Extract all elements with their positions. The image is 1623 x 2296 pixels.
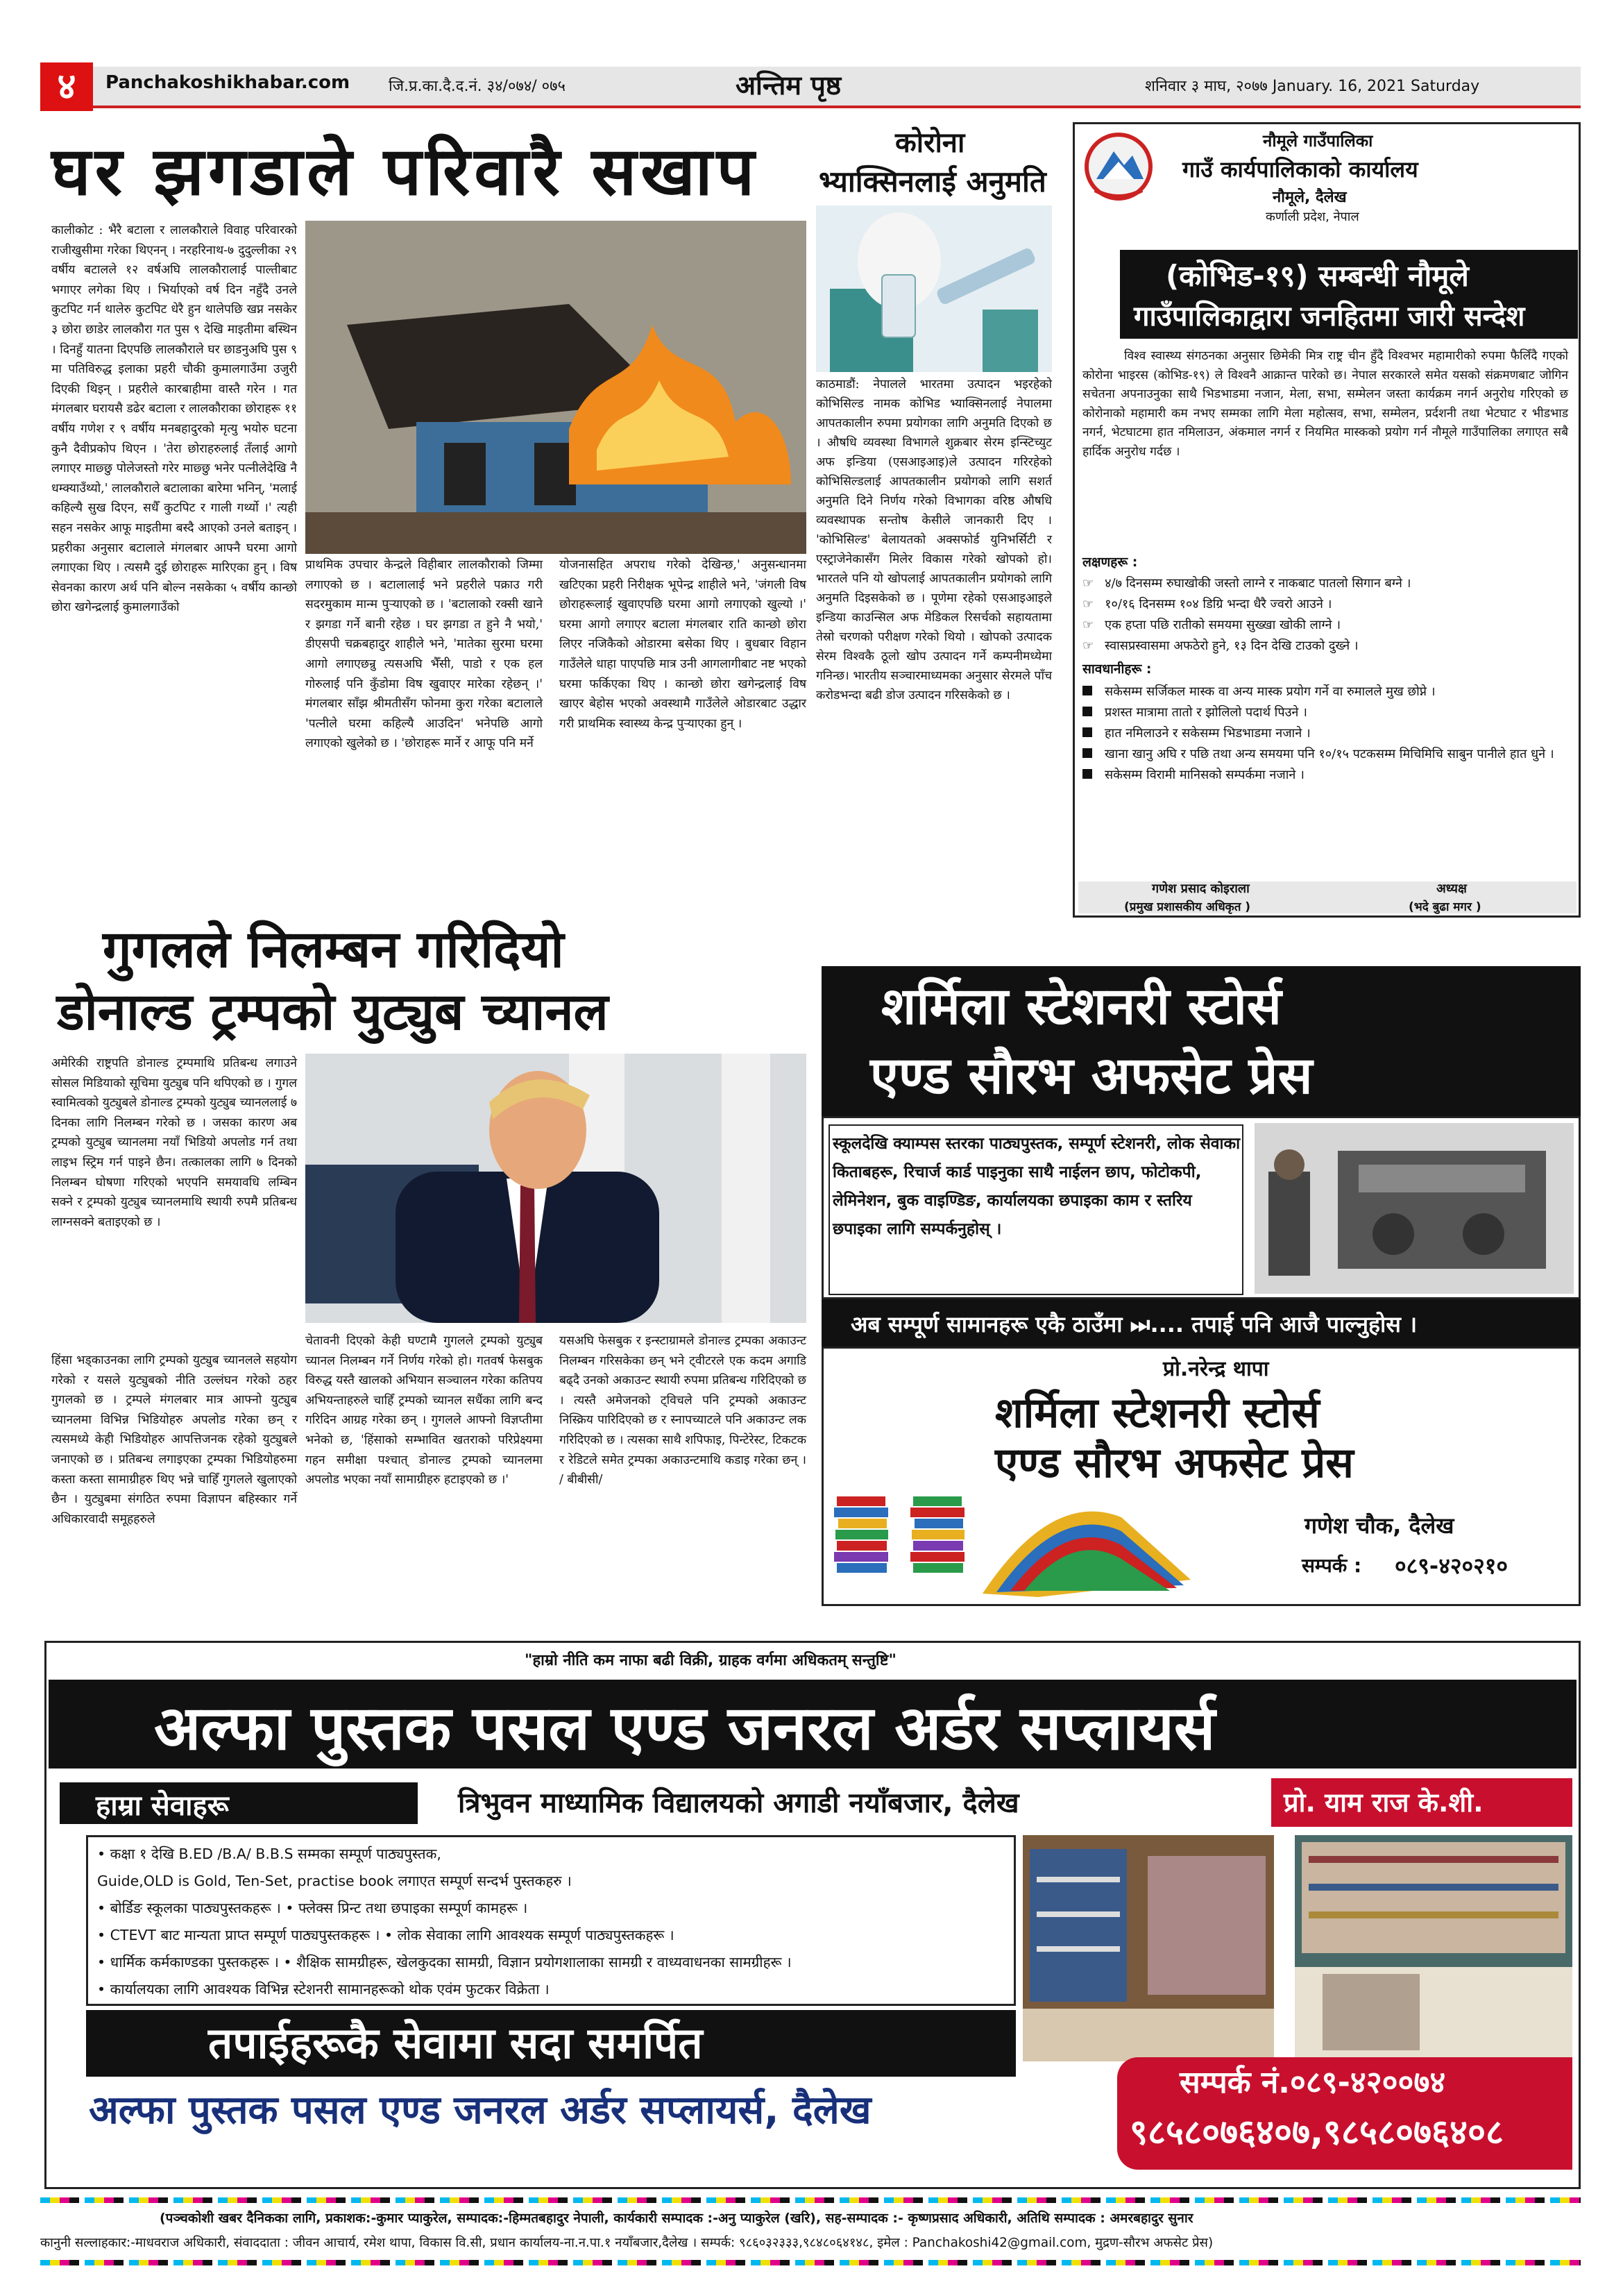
signatory2-name: अध्यक्ष — [1436, 881, 1467, 896]
bullet-square-icon — [1082, 686, 1092, 695]
bookstore-slogan: तपाईहरूकै सेवामा सदा समर्पित — [208, 2018, 703, 2068]
story1-column-3: योजनासहित अपराध गरेको देखिन्छ,' अनुसन्धानमा खटिएका प्रहरी निरीक्षक भूपेन्द्र शाहीले भने, 'जंगली विष छोराहरूलाई खुवाएपछि घरमा आगो लगाएको खुल्यो ।' घरमा आगो लगाएर बटाला मंगलबार राति कान्छो छोरा लिएर नजिकैको ओडारमा बसेका थिए । बुधबार विहान गाउँलेले धाहा पाएपछि मात्र उनी आगलागीबाट नष्ट भएको घरमा फर्किएका थिए । कान्छो छोरा खगेन्द्रलाई विष खाएर बेहोस भएको अवस्थामै गाउँलेले ओडारबाट उद्धार गरी प्राथमिक स्वास्थ्य केन्द्र पुऱ्याएका हुन् । — [559, 558, 806, 731]
notice-intro: विश्व स्वास्थ्य संगठनका अनुसार छिमेकी मित्र राष्ट्र चीन हुँदै विश्वभर महामारीको रुपमा फैलिँदै गएको कोरोना भाइरस (कोभिड-१९) ले विश्वनै आक्रान्त पारेको छ। नेपाल सरकारले समेत यसको संक्रमणबाट जोगिन सचेतना अपनाउनुका साथै भिडभाडमा नजान, मेला, सभा, सम्मेलन जस्ता कार्यक्रम नगर्न अनुरोध गरिएको छ कोरोनाको महामारी कम नभए सम्मका लागि मेला महोत्सव, सभा, सम्मेलन, प्रर्दशनी तथा भेटघाट र भीडभाड नगर्न, भेटघाटमा हात नमिलाउन, अंकमाल नगर्न र नियमित मास्कको प्रयोग गर्न नौमूले गाउँपालिका लगाएत सबै हार्दिक अनुरोध गर्दछ । — [1082, 349, 1568, 459]
story2-headline[interactable]: भ्याक्सिनलाई अनुमति — [819, 164, 1046, 199]
stationery-ad-address: गणेश चौक, दैलेख — [1305, 1512, 1454, 1539]
bookstore-contact1[interactable]: सम्पर्क नं.०८९-४२००७४ — [1180, 2065, 1446, 2100]
list-item: ☞ एक हप्ता पछि रातीको समयमा सुख्खा खोकी लाग्ने । — [1082, 618, 1341, 632]
symptoms-list — [1082, 573, 1575, 657]
services-list — [97, 1841, 1013, 2003]
stationery-ad-name1: शर्मिला स्टेशनरी स्टोर्स — [995, 1389, 1320, 1437]
color-registration-bar — [40, 2197, 1581, 2203]
story3-column-1-bottom: हिंसा भड्काउनका लागि ट्रम्पको युट्युब च्यानलले सहयोग गरेको र यसले युट्युबको नीति उल्लंघन गरेको ठहर गुगलको छ । ट्रम्पले मंगलबार मात्र आफ्नो युट्युब च्यानलमा विभिन्न भिडियोहरु अपलोड गरेका छन् र त्यसमध्ये केही भिडियोहरु आपत्तिजनक रहेको युट्युबले जनाएको छ । प्रतिबन्ध लगाइएका ट्रम्पका भिडियोहरुमा कस्ता कस्ता सामाग्रीहरु थिए भन्ने चाहिँ गुगलले खुलाएको छैन । युट्युबमा संगठित रुपमा विज्ञापन बहिस्कार गर्ने अधिकारवादी समूहहरुले — [51, 1353, 297, 1526]
house-fire-photo — [305, 221, 806, 554]
story1-headline[interactable]: घर झगडाले परिवारै सखाप — [51, 133, 759, 210]
issue-date: शनिवार ३ माघ, २०७७ January. 16, 2021 Saturday — [1145, 78, 1480, 95]
notice-org-line1: नौमूले गाउँपालिका — [1263, 131, 1373, 151]
list-item: प्रशस्त मात्रामा तातो र झोलिलो पदार्थ पिउने । — [1082, 702, 1575, 723]
services-label: हाम्रा सेवाहरू — [96, 1790, 229, 1822]
books-illustration — [830, 1476, 1218, 1601]
bullet-square-icon — [1082, 769, 1092, 779]
stationery-ad-contact-label: सम्पर्क : — [1302, 1554, 1362, 1577]
pointing-hand-icon: ☞ — [1082, 597, 1094, 611]
bullet-square-icon — [1082, 748, 1092, 758]
list-item: हात नमिलाउने र सकेसम्म भिडभाडमा नजाने । — [1082, 723, 1575, 744]
story3-headline-line1[interactable]: गुगलले निलम्बन गरिदियो — [103, 920, 564, 979]
list-item: ☞ ४/७ दिनसम्म रुघाखोकी जस्तो लाग्ने र नाकबाट पातलो सिगान बग्ने । — [1082, 576, 1411, 591]
bookstore-contact2[interactable]: ९८५८०७६४०७,९८५८०७६४०८ — [1130, 2112, 1504, 2152]
story2-kicker: कोरोना — [895, 127, 965, 159]
site-name[interactable]: Panchakoshikhabar.com — [105, 72, 350, 93]
story2-body: काठमाडौं: नेपालले भारतमा उत्पादन भइरहेको कोभिसिल्ड नामक कोभिड भ्याक्सिनलाई नेपालमा आपतकालीन रुपमा प्रयोगका लागि अनुमति दिएको छ । औषधि व्यवस्था विभागले शुक्रबार सेरम इन्स्टिच्युट अफ इन्डिया (एसआइआइ)ले उत्पादन गरिरहेको कोभिसिल्डलाई आपतकालीन प्रयोगको लागि सशर्त अनुमति दिने निर्णय गरेको विभागका वरिष्ठ औषधि व्यवस्थापक सन्तोष केसीले जानकारी दिए । 'कोभिसिल्ड' बेलायतको अक्सफोर्ड युनिभर्सिटी र एस्ट्राजेनेकासँग मिलेर विकास गरेको खोपको हो। भारतले पनि यो खोपलाई आपतकालीन प्रयोगको लागि अनुमति दिइसकेको छ । पूणेमा रहेको एसआइआइले इन्डिया काउन्सिल अफ मेडिकल रिसर्चको सहायतामा तेस्रो चरणको परीक्षण गरेको थियो । खोपको उत्पादक सेरम विश्वकै ठूलो खोप उत्पादन गर्ने कम्पनीमध्येमा गनिन्छ। भारतीय सञ्चारमाध्यमका अनुसार सेरमले पाँच करोडभन्दा बढी डोज उत्पादन गरिसकेको छ । — [816, 378, 1052, 702]
story3-column-2: चेतावनी दिएको केही घण्टामै गुगलले ट्रम्पको युट्युब च्यानल निलम्बन गर्ने निर्णय गरेको हो। गतवर्ष फेसबुक विरुद्ध यस्तै खालको अभियान सञ्चालन गरेका कतिपय अभियन्ताहरुले चाहिँ ट्रम्पको च्यानल सधैंका लागि बन्द गरिदिन आग्रह गरेका छन् । गुगलले आफ्नो विज्ञप्तीमा भनेको छ, 'हिंसाको सम्भावित खतराको परिप्रेक्ष्यमा गहन समीक्षा पश्चात् डोनाल्ड ट्रम्पको च्यानलमा अपलोड भएका नयाँ सामाग्रीहरु हटाइएको छ ।' — [305, 1334, 543, 1487]
precautions-list — [1082, 682, 1575, 786]
vaccine-photo — [816, 205, 1052, 372]
stationery-ad-tagline: अब सम्पूर्ण सामानहरू एकै ठाउँमा ⏭.... तपाई पनि आजै पाल्नुहोस । — [851, 1311, 1418, 1337]
bookstore-photo-2 — [1295, 1835, 1572, 2061]
list-item: Guide,OLD is Gold, Ten-Set, practise book लगाएत सम्पूर्ण सन्दर्भ पुस्तकहरु । — [97, 1873, 572, 1889]
page-number: ४ — [40, 62, 93, 111]
registration-number: जि.प्र.का.दै.द.नं. ३४/०७४/ ०७५ — [389, 78, 566, 95]
notice-org-line2: गाउँ कार्यपालिकाको कार्यालय — [1182, 156, 1418, 183]
section-title: अन्तिम पृष्ठ — [736, 70, 842, 101]
color-registration-bar — [40, 2260, 1581, 2265]
pointing-hand-icon: ☞ — [1082, 639, 1094, 653]
precautions-label: सावधानीहरू : — [1082, 661, 1152, 677]
pointing-hand-icon: ☞ — [1082, 618, 1094, 632]
notice-org-line3: नौमूले, दैलेख — [1273, 189, 1347, 206]
bullet-square-icon — [1082, 707, 1092, 716]
printing-press-photo — [1255, 1123, 1574, 1294]
municipality-notice — [1073, 122, 1581, 918]
story3-column-3: यसअघि फेसबुक र इन्स्टाग्रामले डोनाल्ड ट्रम्पका अकाउन्ट निलम्बन गरिसकेका छन् भने ट्वीटरले एक कदम अगाडि बढ्दै उनको अकाउन्ट स्थायी रुपमा प्रतिबन्ध गरिदिएको छ । त्यस्तै अमेजनको ट्विचले पनि ट्रम्पको अकाउन्ट निस्क्रिय पारिदिएको छ र स्नापच्याटले पनि अकाउन्ट लक गरिदिएको छ । त्यसका साथै शपिफाइ, पिन्टेरेस्ट, टिकटक र रेडिटले समेत ट्रम्पका अकाउन्टमाथि कडाइ गरेका छन् । / बीबीसी/ — [559, 1334, 806, 1487]
bookstore-footer-name: अल्फा पुस्तक पसल एण्ड जनरल अर्डर सप्लायर्स, दैलेख — [89, 2088, 872, 2133]
list-item: • कक्षा १ देखि B.ED /B.A/ B.B.S सम्मका सम्पूर्ण पाठ्यपुस्तक, — [97, 1846, 441, 1862]
stationery-ad-title1[interactable]: शर्मिला स्टेशनरी स्टोर्स — [881, 977, 1282, 1036]
signatory1-title: (प्रमुख प्रशासकीय अधिकृत ) — [1124, 900, 1251, 914]
stationery-ad-proprietor: प्रो.नरेन्द्र थापा — [1163, 1357, 1269, 1381]
stationery-ad-title2[interactable]: एण्ड सौरभ अफसेट प्रेस — [870, 1046, 1313, 1106]
bullet-square-icon — [1082, 727, 1092, 737]
notice-title-line2: गाउँपालिकाद्वारा जनहितमा जारी सन्देश — [1134, 301, 1525, 332]
story1-column-2: प्राथमिक उपचार केन्द्रले विहीबार लालकौराको जिम्मा लगाएको छ । बटालालाई भने प्रहरीले पक्राउ गरी सदरमुकाम मान्म पुऱ्याएको छ । 'बटालाको रक्सी खाने र झगडा गर्ने बानी रहेछ । घर झगडा त हुने नै भयो,' डीएसपी चक्रबहादुर शाहीले भने, 'मातेका सुरमा घरमा आगो लगाएछन्रु त्यसअघि भैँसी, पाडो र एक हल गोरुलाई पनि कुँडोमा विष खुवाएर मारेका रहेछन् ।' मंगलबार साँझ श्रीमतीसँग फोनमा कुरा गरेका बटालाले 'पत्नीले घरमा कहिल्यै आउदिन' भनेपछि आगो लगाएको खुलेको छ । 'छोराहरू मार्ने र आफू पनि मर्ने — [305, 558, 543, 751]
bookstore-photo-1 — [1023, 1835, 1274, 2061]
notice-org-line4: कर्णाली प्रदेश, नेपाल — [1266, 210, 1359, 224]
list-item: • बोर्डिङ स्कूलका पाठ्यपुस्तकहरू । • फ्लेक्स प्रिन्ट तथा छपाइका सम्पूर्ण कामहरू । — [97, 1900, 528, 1916]
list-item: ☞ १०/१६ दिनसम्म १०४ डिग्रि भन्दा धैरै ज्वरो आउने । — [1082, 597, 1332, 611]
list-item: ☞ स्वासप्रस्वासमा अफठेरो हुने, १३ दिन देखि टाउको दुख्ने । — [1082, 639, 1359, 653]
notice-title-line1: (कोभिड-१९) सम्बन्धी नौमूले — [1166, 259, 1469, 293]
list-item: • धार्मिक कर्मकाण्डका पुस्तकहरू । • शैक्षिक सामग्रीहरू, खेलकुदका सामग्री, विज्ञान प्रयोगशालाका सामग्री र वाध्यवाधनका सामग्रीहरू । — [97, 1954, 792, 1970]
bookstore-ad-title[interactable]: अल्फा पुस्तक पसल एण्ड जनरल अर्डर सप्लायर्स — [154, 1692, 1216, 1764]
stationery-ad-name2: एण्ड सौरभ अफसेट प्रेस — [995, 1439, 1354, 1487]
story1-column-1: कालीकोट : भैरै बटाला र लालकौराले विवाह परिवारको राजीखुसीमा गरेका थिएनन् । नरहरिनाथ-७ दुदुल्लीका २९ वर्षीय बटालले १२ वर्षअघि लालकौरालाई पाल्तीबाट भगाएर लगेका थिए । भिर्याएको वर्ष दिन नहुँदै उनले कुटपिट गर्न थालेरु कुटपिट धेरै हुन थालेपछि खप्न नसकेर ३ छोरा छाडेर लालकौरा गत पुस ९ देखि माइतीमा बस्थिन । दिनहुँ यातना दिएपछि लालकौराले घर छाडनुअघि पुस ९ मा पतिविरुद्ध इलाका प्रहरी चौकी कुमालगाउँमा उजुरी दिएकी थिइन् । प्रहरीले कारबाहीमा वास्तै गरेन । गत मंगलबार घरायसै डढेर बटाला र लालकौराका छोराहरू ११ वर्षीय गणेश र ९ वर्षीय मनबहादुरको मृत्यु भयोरु घटना कुनै दैवीप्रकोप थिएन । 'तेरा छोराहरुलाई तँलाई आगो लगाएर माछ्छु पोलेजस्तो गरेर माछ्छु भनेर पत्नीलेदेखि नै धम्क्याउँथ्यो,' लालकौराले बटालाका बारेमा भनिन्, 'मलाई कहिल्यै सुख दिएन, सधैँ कुटपिट र गाली गर्थ्यो ।' त्यही सहन नसकेर आफू माइतीमा बस्दै आएको उनले बताइन् । प्रहरीका अनुसार बटालाले मंगलबार आफ्नै घरमा आगो लगाएका थिए । त्यसमै दुई छोराहरू मारिएका हुन् । विष सेवनका कारण अर्थ पनि बोल्न नसकेका ५ वर्षीय कान्छो छोरा खगेन्द्रलाई कुमालगाउँको — [51, 223, 297, 615]
stationery-ad-contact[interactable]: ०८९-४२०२१० — [1395, 1553, 1509, 1579]
bookstore-location: त्रिभुवन माध्यामिक विद्यालयको अगाडी नयाँबजार, दैलेख — [458, 1787, 1019, 1819]
bookstore-ad-quote: "हाम्रो नीति कम नाफा बढी विक्री, ग्राहक वर्गमा अधिकतम् सन्तुष्टि" — [525, 1652, 897, 1669]
bookstore-proprietor: प्रो. याम राज के.शी. — [1284, 1787, 1484, 1818]
signatory2-title: (भदे बुढा मगर ) — [1409, 900, 1481, 914]
list-item: • कार्यालयका लागि आवश्यक विभिन्न स्टेशनरी सामानहरूको थोक एवंम फुटकर विक्रेता । — [97, 1981, 550, 1998]
list-item: सकेसम्म विरामी मानिसको सम्पर्कमा नजाने । — [1082, 765, 1575, 786]
stationery-ad-description: स्कूलदेखि क्याम्पस स्तरका पाठ्यपुस्तक, सम्पूर्ण स्टेशनरी, लोक सेवाका किताबहरू, रिचार्ज कार्ड पाइनुका साथै नाईलन छाप, फोटोकपी, लेमिनेशन, बुक वाइण्डिङ, कार्यालयका छपाइका काम र स्तरिय छपाइका लागि सम्पर्कनुहोस् । — [833, 1135, 1241, 1238]
list-item: सकेसम्म सर्जिकल मास्क वा अन्य मास्क प्रयोग गर्ने वा रुमालले मुख छोप्ने । — [1082, 682, 1575, 702]
nepal-emblem-icon — [1082, 130, 1155, 207]
trump-photo — [305, 1054, 806, 1323]
imprint-line1: (पञ्चकोशी खबर दैनिकका लागि, प्रकाशक:-कुमार प्याकुरेल, सम्पादक:-हिम्मतबहादुर नेपाली, कार्यकारी सम्पादक :-अनु प्याकुरेल (खरि), सह-सम्पादक :- कृष्णप्रसाद अधिकारी, अतिथि सम्पादक : अमरबहादुर सुनार — [160, 2211, 1193, 2226]
pointing-hand-icon: ☞ — [1082, 576, 1094, 591]
story3-column-1-top: अमेरिकी राष्ट्रपति डोनाल्ड ट्रम्पमाथि प्रतिबन्ध लगाउने सोसल मिडियाको सूचिमा युट्युब पनि थपिएको छ । गुगल स्वामित्वको युट्युबले डोनाल्ड ट्रम्पको युट्युब च्यानललाई ७ दिनका लागि निलम्बन गरेको छ । जसका कारण अब ट्रम्पको युट्युब च्यानलमा नयाँ भिडियो अपलोड गर्न तथा लाइभ स्ट्रिम गर्न पाइने छैन। तत्कालका लागि ७ दिनको निलम्बन घोषणा गरिएको भएपनि समयावधि लम्बिन सक्ने र ट्रम्पको युट्युब च्यानलमाथि स्थायी रुपमै प्रतिबन्ध लाग्नसक्ने बताइएको छ । — [51, 1056, 297, 1229]
imprint-line2: कानुनी सल्लाहकार:-माधवराज अधिकारी, संवाददाता : जीवन आचार्य, रमेश थापा, विकास वि.सी, प्रधान कार्यालय-ना.न.पा.१ नयाँबजार,दैलेख । सम्पर्क: ९८६०३२३३३,९८४८०६४१४८, इमेल : Panchakoshi42@gmail.com, मुद्रण-सौरभ अफसेट प्रेस) — [40, 2236, 1214, 2250]
signatory1-name: गणेश प्रसाद कोइराला — [1152, 881, 1250, 896]
story3-headline-line2[interactable]: डोनाल्ड ट्रम्पको युट्युब च्यानल — [57, 982, 609, 1042]
list-item: खाना खानु अघि र पछि तथा अन्य समयमा पनि १०/१५ पटकसम्म मिचिमिचि साबुन पानीले हात धुने । — [1082, 744, 1575, 765]
symptoms-label: लक्षणहरू : — [1082, 555, 1138, 570]
list-item: • CTEVT बाट मान्यता प्राप्त सम्पूर्ण पाठ्यपुस्तकहरू । • लोक सेवाका लागि आवश्यक सम्पूर्ण पाठ्यपुस्तकहरू । — [97, 1927, 674, 1943]
